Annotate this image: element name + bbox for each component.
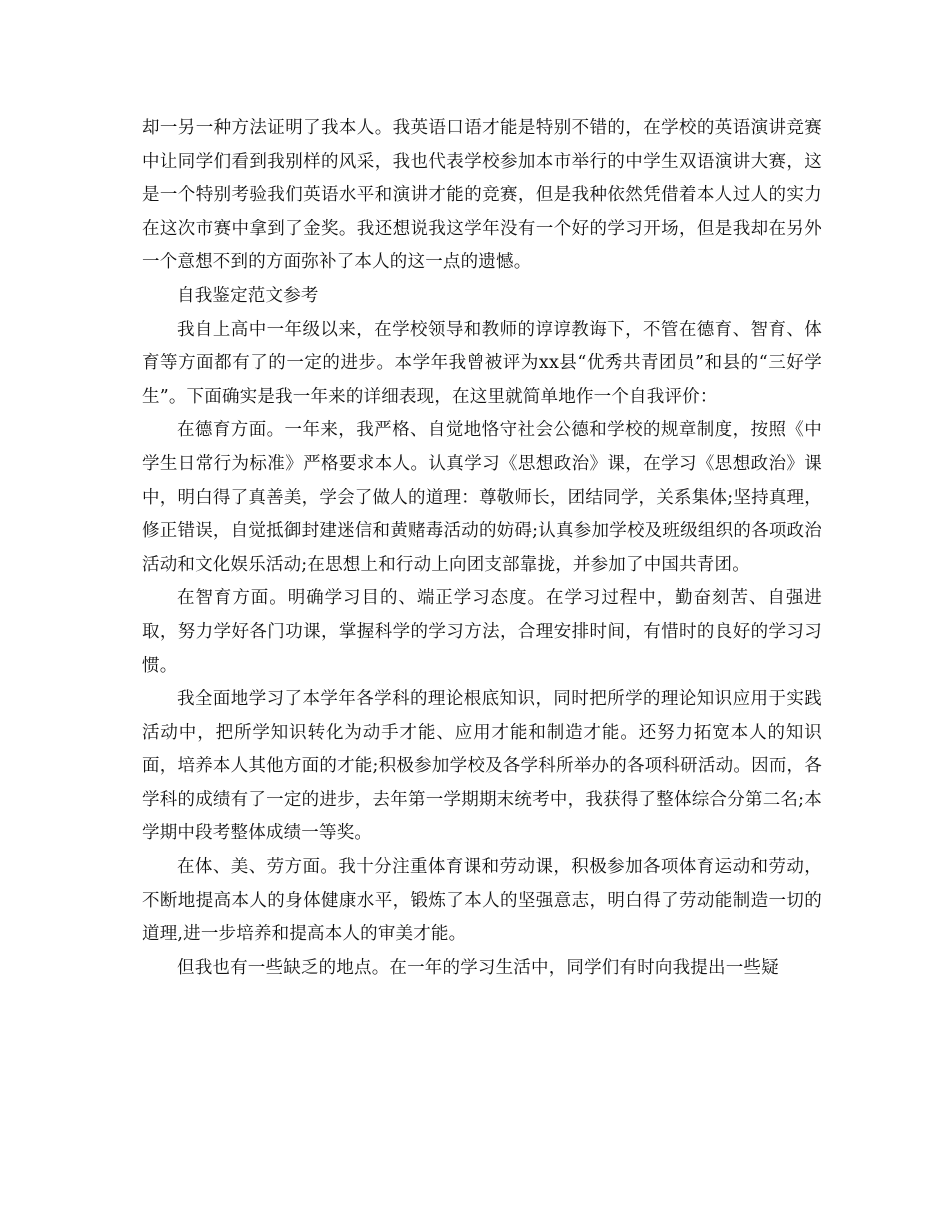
paragraph-knowledge: 我全面地学习了本学年各学科的理论根底知识，同时把所学的理论知识应用于实践活动中，把所学知识转化为动手才能、应用才能和制造才能。还努力拓宽本人的知识面，培养本人其他方面的才能;积极参加学校及各学科所举办的各项科研活动。因而，各学科的成绩有了一定的进步，去年第一学期期末统考中，我获得了整体综合分第二名;本学期中段考整体成绩一等奖。	[142, 689, 822, 844]
paragraph-1: 却一另一种方法证明了我本人。我英语口语才能是特别不错的，在学校的英语演讲竞赛中让同学们看到我别样的风采，我也代表学校参加本市举行的中学生双语演讲大赛，这是一个特别考验我们英语水平和演讲才能的竞赛，但是我种依然凭借着本人过人的实力在这次市赛中拿到了金奖。我还想说我这学年没有一个好的学习开场，但是我却在另外一个意想不到的方面弥补了本人的这一点的遗憾。	[142, 118, 822, 273]
paragraph-intellect: 在智育方面。明确学习目的、端正学习态度。在学习过程中，勤奋刻苦、自强进取，努力学好各门功课，掌握科学的学习方法，合理安排时间，有惜时的良好的学习习惯。	[142, 588, 822, 676]
paragraph-physical: 在体、美、劳方面。我十分注重体育课和劳动课，积极参加各项体育运动和劳动，不断地提高本人的身体健康水平，锻炼了本人的坚强意志，明白得了劳动能制造一切的道理,进一步培养和提高本人的审美才能。	[142, 857, 822, 945]
paragraph-moral: 在德育方面。一年来，我严格、自觉地恪守社会公德和学校的规章制度，按照《中学生日常行为标准》严格要求本人。认真学习《思想政治》课，在学习《思想政治》课中，明白得了真善美，学会了做人的道理：尊敬师长，团结同学，关系集体;坚持真理，修正错误，自觉抵御封建迷信和黄赌毒活动的妨碍;认真参加学校及班级组织的各项政治活动和文化娱乐活动;在思想上和行动上向团支部靠拢，并参加了中国共青团。	[142, 420, 822, 575]
paragraph-intro: 我自上高中一年级以来，在学校领导和教师的谆谆教诲下，不管在德育、智育、体育等方面都有了的一定的进步。本学年我曾被评为xx县“优秀共青团员”和县的“三好学生”。下面确实是我一年来的详细表现，在这里就简单地作一个自我评价：	[142, 319, 822, 407]
section-heading: 自我鉴定范文参考	[177, 285, 319, 306]
document-page	[142, 112, 822, 985]
paragraph-shortcomings: 但我也有一些缺乏的地点。在一年的学习生活中，同学们有时向我提出一些疑	[177, 957, 779, 978]
